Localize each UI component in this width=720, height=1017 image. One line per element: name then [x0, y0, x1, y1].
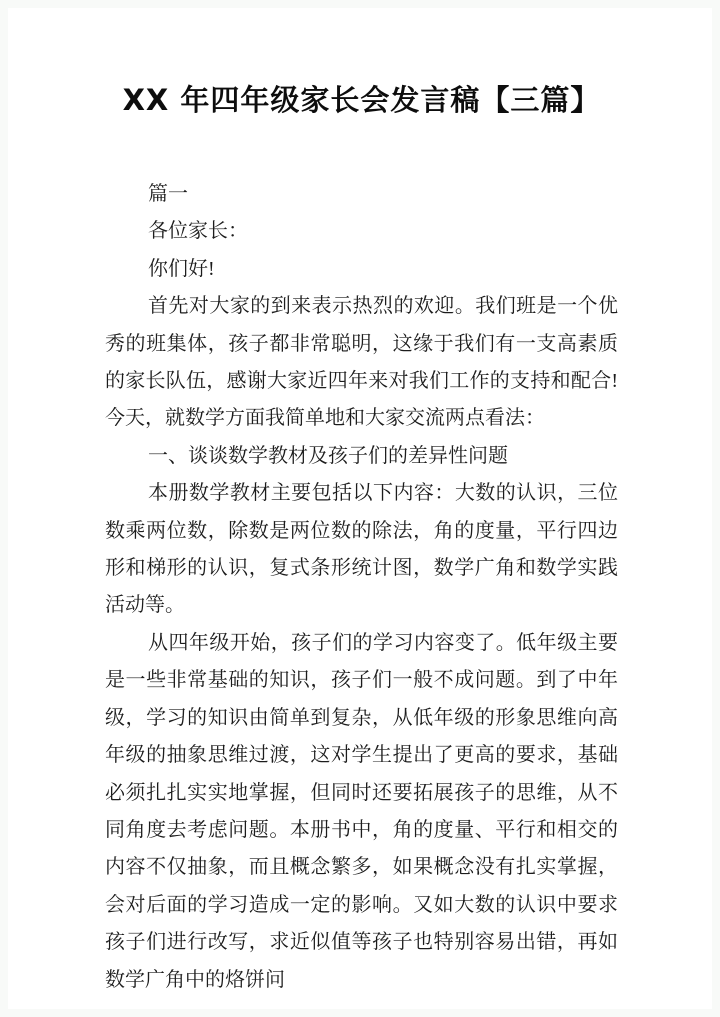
document-page — [8, 8, 712, 1009]
document-body — [105, 176, 618, 999]
document-title: XX 年四年级家长会发言稿【三篇】 — [122, 83, 601, 117]
paragraph: 各位家长： — [148, 220, 248, 243]
paragraph: 篇一 — [148, 183, 188, 205]
paragraph: 一、谈谈数学教材及孩子们的差异性问题 — [148, 444, 508, 467]
paragraph: 本册数学教材主要包括以下内容：大数的认识，三位数乘两位数，除数是两位数的除法，角的度量，平行四边形和梯形的认识，复式条形统计图，数学广角和数学实践活动等。 — [105, 482, 618, 617]
paragraph: 从四年级开始，孩子们的学习内容变了。低年级主要是一些非常基础的知识，孩子们一般不成问题。到了中年级，学习的知识由简单到复杂，从低年级的形象思维向高年级的抽象思维过渡，这对学生提出了更高的要求，基础必须扎扎实实地掌握，但同时还要拓展孩子的思维，从不同角度去考虑问题。本册书中，角的度量、平行和相交的内容不仅抽象，而且概念繁多，如果概念没有扎实掌握，会对后面的学习造成一定的影响。又如大数的认识中要求孩子们进行改写，求近似值等孩子也特别容易出错，再如数学广角中的烙饼问 — [105, 631, 618, 991]
paragraph: 你们好! — [148, 257, 215, 280]
paragraph: 首先对大家的到来表示热烈的欢迎。我们班是一个优秀的班集体，孩子都非常聪明，这缘于我们有一支高素质的家长队伍，感谢大家近四年来对我们工作的支持和配合!今天，就数学方面我简单地和大家交流两点看法： — [105, 295, 618, 430]
